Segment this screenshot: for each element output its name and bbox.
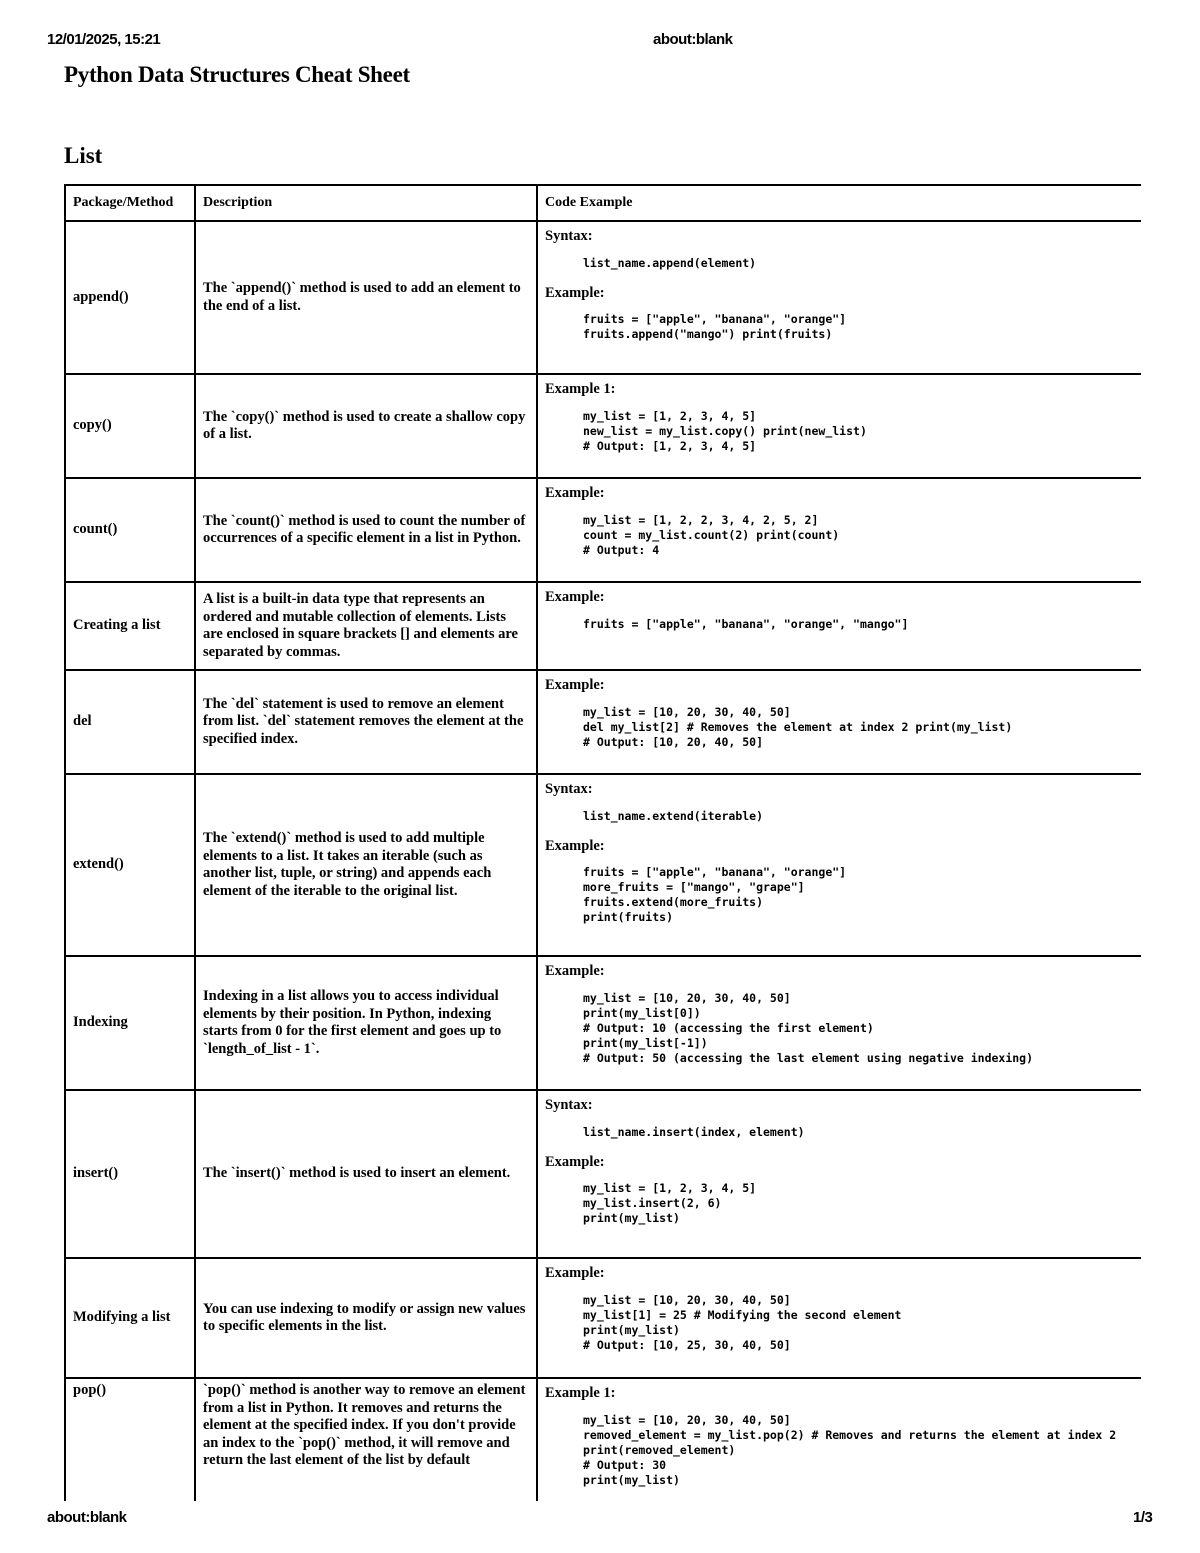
code-block: my_list = [1, 2, 3, 4, 5] new_list = my_list.copy() print(new_list) # Output: [1, 2, 3, 4, 5] — [583, 408, 867, 453]
column-header-description: Description — [195, 185, 537, 221]
method-description: `pop()` method is another way to remove an element from a list in Python. It removes and returns the element at the specified index. If you don't provide an index to the `pop()` method, it will remove and return the last element of the list by default — [195, 1378, 537, 1501]
print-header-url: about:blank — [653, 31, 733, 48]
code-example-cell — [537, 1378, 1141, 1501]
column-header-method: Package/Method — [65, 185, 195, 221]
method-description: The `append()` method is used to add an element to the end of a list. — [195, 221, 537, 374]
code-block: fruits = ["apple", "banana", "orange"] more_fruits = ["mango", "grape"] fruits.extend(more_fruits) print(fruits) — [583, 865, 847, 924]
code-example-cell — [537, 374, 1141, 478]
example-label: Example: — [545, 963, 605, 979]
method-description: Indexing in a list allows you to access individual elements by their position. In Python, indexing starts from 0 for the first element and goes up to `length_of_list - 1`. — [195, 956, 537, 1090]
method-description: The `del` statement is used to remove an element from list. `del` statement removes the element at the specified index. — [195, 670, 537, 774]
example-label: Example: — [545, 589, 605, 605]
table-row — [65, 774, 1141, 956]
table-row — [65, 956, 1141, 1090]
code-block: list_name.extend(iterable) — [583, 808, 764, 823]
code-example-cell — [537, 1258, 1141, 1378]
code-block: fruits = ["apple", "banana", "orange"] fruits.append("mango") print(fruits) — [583, 312, 847, 341]
example-label: Example: — [545, 1265, 605, 1281]
code-example-cell — [537, 221, 1141, 374]
methods-table — [64, 184, 1141, 1501]
print-header-datetime: 12/01/2025, 15:21 — [47, 31, 161, 48]
method-name: count() — [65, 478, 195, 582]
method-name: insert() — [65, 1090, 195, 1258]
code-block: my_list = [1, 2, 3, 4, 5] my_list.insert(2, 6) print(my_list) — [583, 1181, 757, 1225]
method-description: A list is a built-in data type that represents an ordered and mutable collection of elements. Lists are enclosed in square brackets [] and elements are separated by commas. — [195, 582, 537, 670]
method-description: The `count()` method is used to count the number of occurrences of a specific element in a list in Python. — [195, 478, 537, 582]
example-label: Example 1: — [545, 1385, 616, 1401]
table-header-row — [65, 185, 1141, 221]
code-example-cell — [537, 582, 1141, 670]
code-block: my_list = [10, 20, 30, 40, 50] my_list[1] = 25 # Modifying the second element print(my_list) # Output: [10, 25, 30, 40, 50] — [583, 1292, 902, 1352]
code-example-cell — [537, 774, 1141, 956]
section-heading: List — [64, 143, 103, 168]
method-description: The `copy()` method is used to create a shallow copy of a list. — [195, 374, 537, 478]
method-name: extend() — [65, 774, 195, 956]
code-block: my_list = [10, 20, 30, 40, 50] removed_element = my_list.pop(2) # Removes and returns the element at index 2 print(removed_element) # Output: 30 print(my_list) — [583, 1412, 1117, 1487]
table-row — [65, 1378, 1141, 1501]
code-example-cell — [537, 478, 1141, 582]
code-example-cell — [537, 1090, 1141, 1258]
method-description: The `insert()` method is used to insert an element. — [195, 1090, 537, 1258]
code-example-cell — [537, 670, 1141, 774]
code-block: list_name.insert(index, element) — [583, 1124, 805, 1139]
table-row — [65, 374, 1141, 478]
table-row — [65, 582, 1141, 670]
method-description: The `extend()` method is used to add multiple elements to a list. It takes an iterable (such as another list, tuple, or string) and appends each element of the iterable to the original list. — [195, 774, 537, 956]
code-block: my_list = [10, 20, 30, 40, 50] print(my_list[0]) # Output: 10 (accessing the first element) print(my_list[-1]) # Output: 50 (accessing the last element using negative indexing) — [583, 990, 1034, 1065]
table-row — [65, 221, 1141, 374]
method-description: You can use indexing to modify or assign new values to specific elements in the list. — [195, 1258, 537, 1378]
code-example-cell — [537, 956, 1141, 1090]
method-name: copy() — [65, 374, 195, 478]
code-block: list_name.append(element) — [583, 255, 757, 270]
example-label: Syntax: — [545, 1097, 593, 1113]
methods-table-container — [64, 184, 1141, 1501]
column-header-code: Code Example — [537, 185, 1141, 221]
table-row — [65, 1258, 1141, 1378]
example-label: Example: — [545, 677, 605, 693]
page-title: Python Data Structures Cheat Sheet — [64, 62, 410, 87]
method-name: append() — [65, 221, 195, 374]
code-block: my_list = [10, 20, 30, 40, 50] del my_list[2] # Removes the element at index 2 print(my_list) # Output: [10, 20, 40, 50] — [583, 704, 1013, 749]
example-label: Example: — [545, 1153, 605, 1170]
example-label: Example: — [545, 284, 605, 301]
code-block: my_list = [1, 2, 2, 3, 4, 2, 5, 2] count = my_list.count(2) print(count) # Output: 4 — [583, 512, 840, 557]
method-name: pop() — [65, 1378, 195, 1501]
example-label: Example 1: — [545, 381, 616, 397]
method-name: Indexing — [65, 956, 195, 1090]
example-label: Syntax: — [545, 781, 593, 797]
method-name: Modifying a list — [65, 1258, 195, 1378]
method-name: del — [65, 670, 195, 774]
code-block: fruits = ["apple", "banana", "orange", "mango"] — [583, 616, 909, 631]
table-row — [65, 670, 1141, 774]
table-row — [65, 1090, 1141, 1258]
example-label: Syntax: — [545, 228, 593, 244]
print-footer-url: about:blank — [47, 1509, 127, 1526]
print-footer-page: 1/3 — [1133, 1509, 1153, 1526]
method-name: Creating a list — [65, 582, 195, 670]
table-row — [65, 478, 1141, 582]
example-label: Example: — [545, 837, 605, 854]
example-label: Example: — [545, 485, 605, 501]
